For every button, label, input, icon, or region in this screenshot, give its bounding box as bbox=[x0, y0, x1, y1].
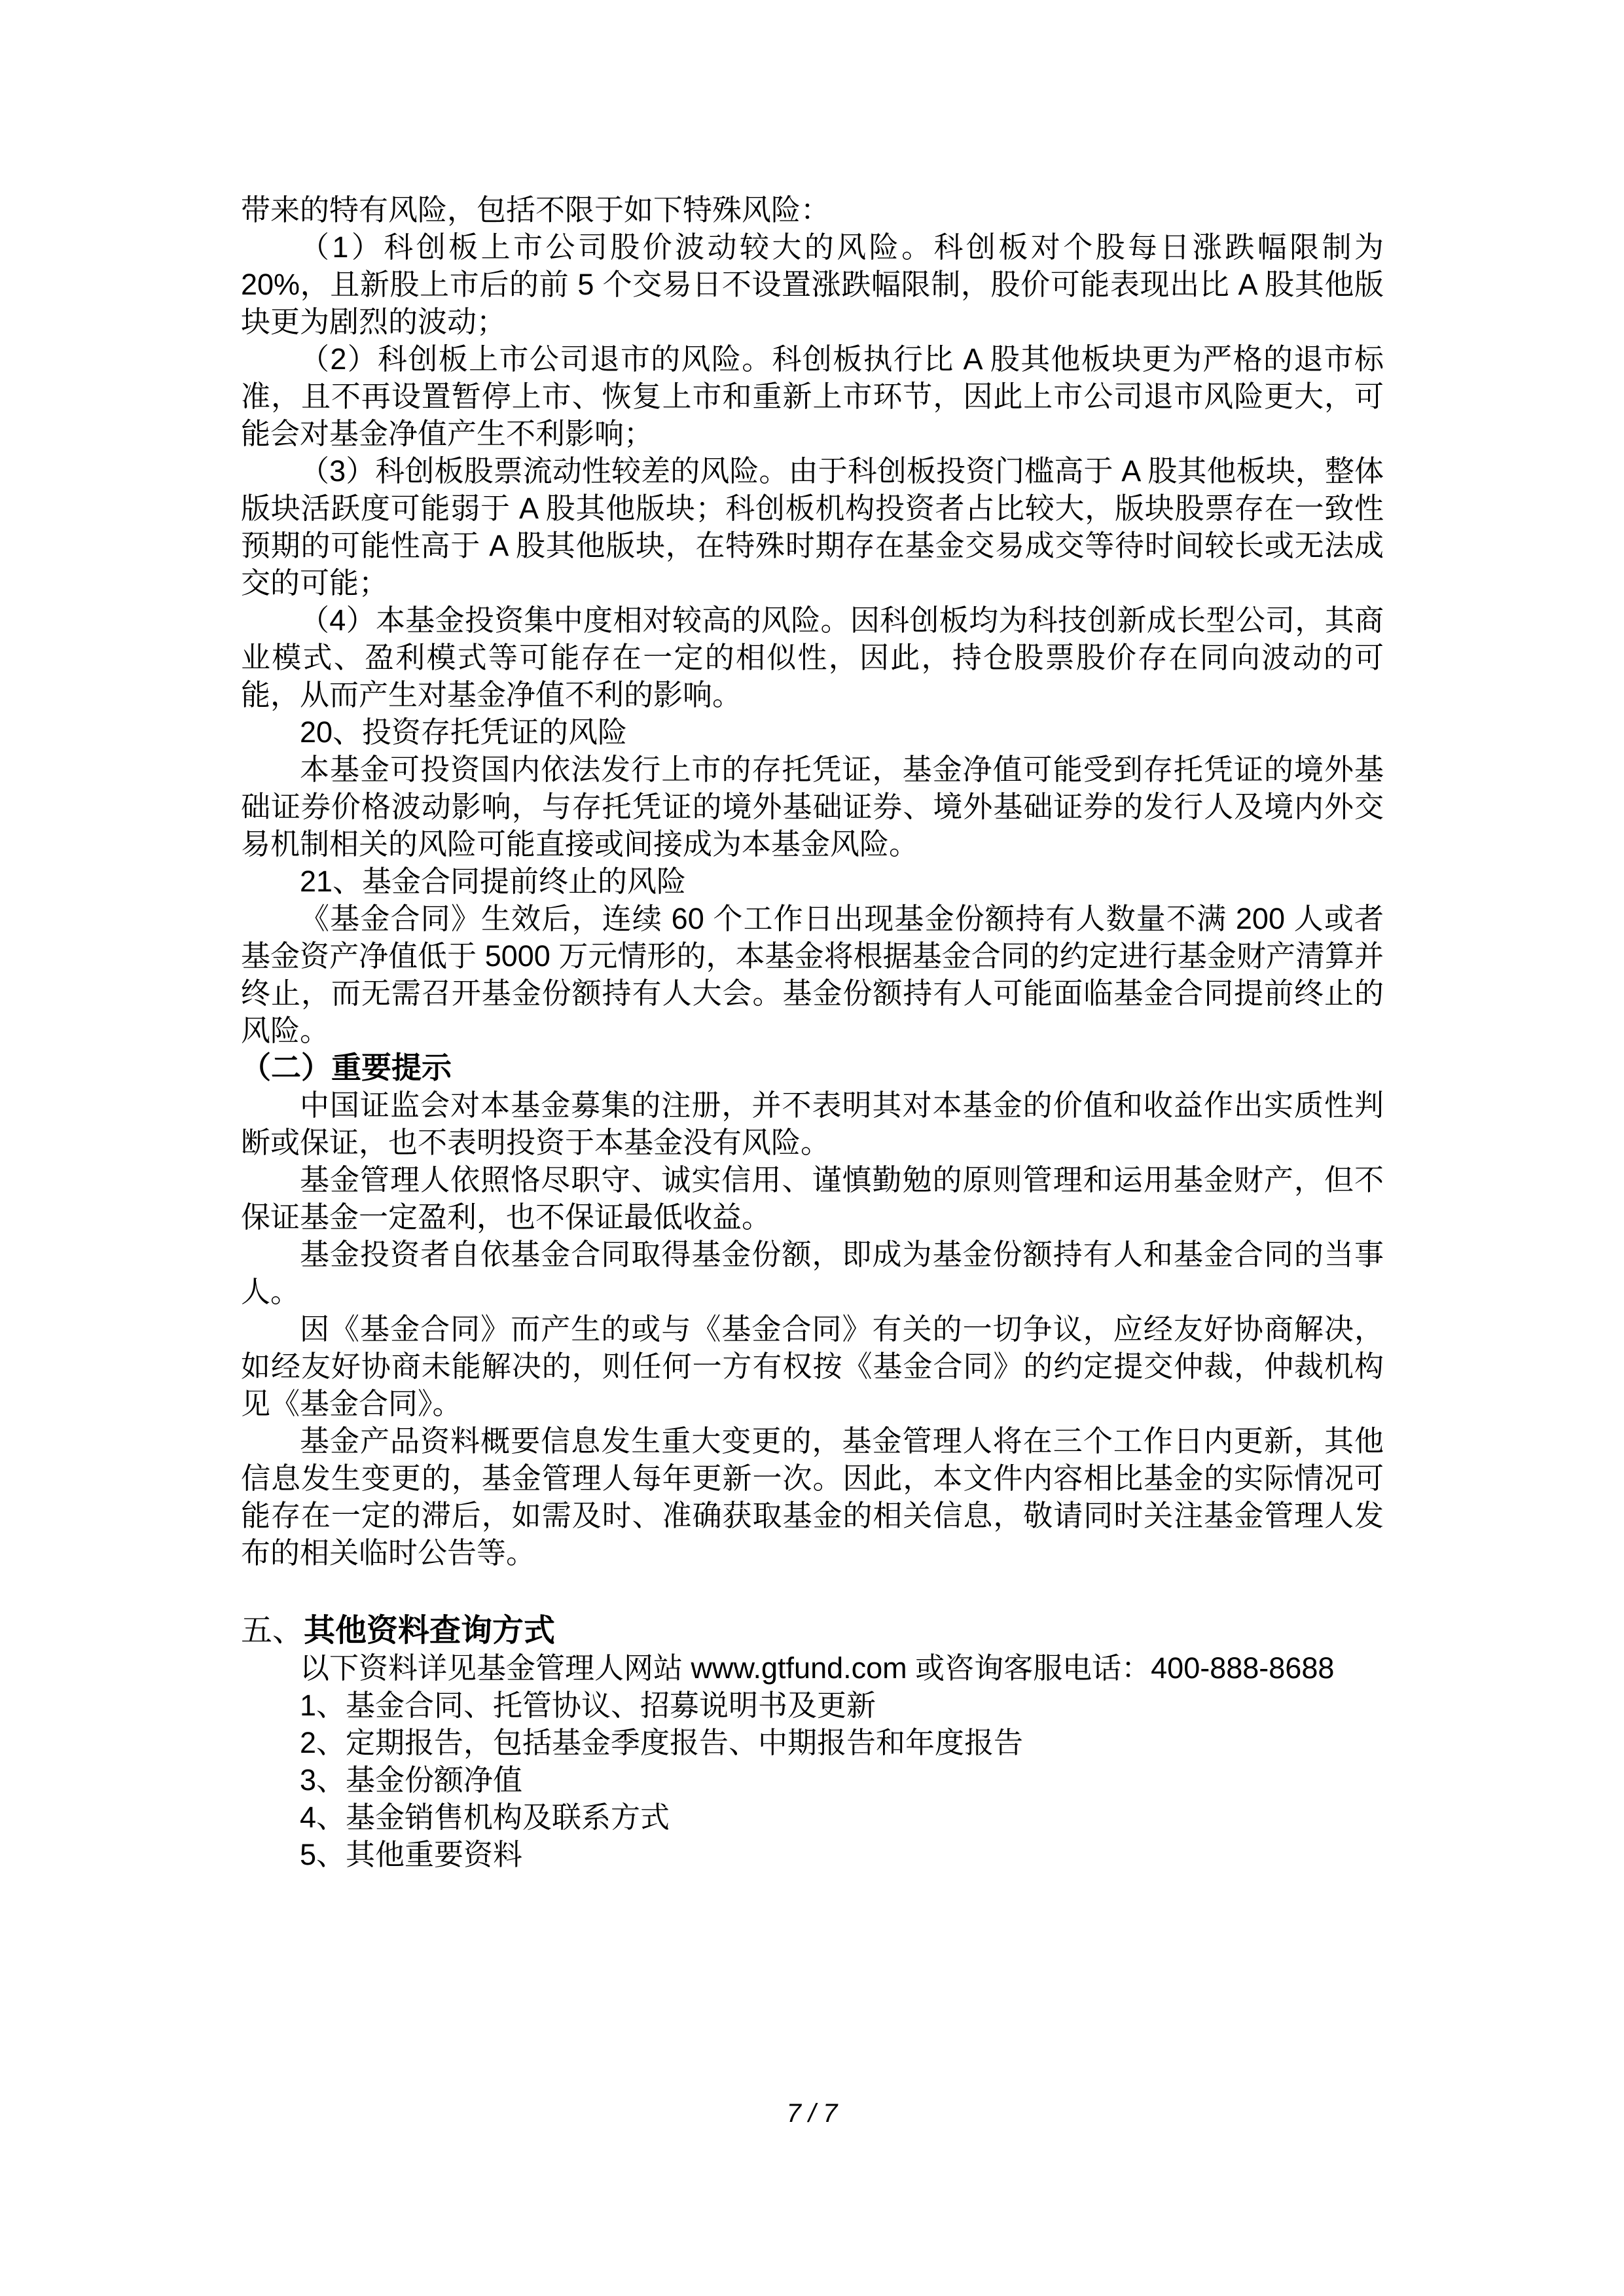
page-number: 7 / 7 bbox=[786, 2099, 838, 2128]
section-number: 五、 bbox=[241, 1613, 304, 1648]
risk-item-21-title: 21、基金合同提前终止的风险 bbox=[300, 865, 687, 898]
notice-paragraph-2: 基金管理人依照恪尽职守、诚实信用、谨慎勤勉的原则管理和运用基金财产，但不保证基金一定盈利，也不保证最低收益。 bbox=[241, 1163, 1384, 1234]
section-heading-other-info bbox=[241, 1612, 1384, 1649]
other-info-item-4: 4、基金销售机构及联系方式 bbox=[300, 1801, 670, 1834]
other-info-item-2: 2、定期报告，包括基金季度报告、中期报告和年度报告 bbox=[300, 1726, 1024, 1759]
risk-paragraph-4: （4）本基金投资集中度相对较高的风险。因科创板均为科技创新成长型公司，其商业模式、盈利模式等可能存在一定的相似性，因此，持仓股票股价存在同向波动的可能，从而产生对基金净值不利的影响。 bbox=[241, 603, 1384, 711]
risk-item-20-body: 本基金可投资国内依法发行上市的存托凭证，基金净值可能受到存托凭证的境外基础证券价格波动影响，与存托凭证的境外基础证券、境外基础证券的发行人及境内外交易机制相关的风险可能直接或间接成为本基金风险。 bbox=[241, 753, 1384, 861]
risk-paragraph-continuation: 带来的特有风险，包括不限于如下特殊风险： bbox=[241, 193, 831, 226]
notice-paragraph-5: 基金产品资料概要信息发生重大变更的，基金管理人将在三个工作日内更新，其他信息发生变更的，基金管理人每年更新一次。因此，本文件内容相比基金的实际情况可能存在一定的滞后，如需及时、准确获取基金的相关信息，敬请同时关注基金管理人发布的相关临时公告等。 bbox=[241, 1424, 1384, 1570]
risk-paragraph-2: （2）科创板上市公司退市的风险。科创板执行比 A 股其他板块更为严格的退市标准，且不再设置暂停上市、恢复上市和重新上市环节，因此上市公司退市风险更大，可能会对基金净值产生不利影响； bbox=[241, 342, 1384, 450]
page-body bbox=[241, 191, 1384, 1873]
notice-paragraph-4: 因《基金合同》而产生的或与《基金合同》有关的一切争议，应经友好协商解决，如经友好协商未能解决的，则任何一方有权按《基金合同》的约定提交仲裁，仲裁机构见《基金合同》。 bbox=[241, 1312, 1384, 1420]
risk-item-20-title: 20、投资存托凭证的风险 bbox=[300, 715, 628, 749]
risk-paragraph-1: （1）科创板上市公司股价波动较大的风险。科创板对个股每日涨跌幅限制为 20%，且新股上市后的前 5 个交易日不设置涨跌幅限制，股价可能表现出比 A 股其他版块更为剧烈的波动； bbox=[241, 230, 1384, 338]
section-heading-important-notice: （二）重要提示 bbox=[241, 1050, 452, 1085]
other-info-item-3: 3、基金份额净值 bbox=[300, 1763, 523, 1797]
other-info-item-1: 1、基金合同、托管协议、招募说明书及更新 bbox=[300, 1689, 876, 1722]
section-title: 其他资料查询方式 bbox=[304, 1613, 556, 1648]
notice-paragraph-1: 中国证监会对本基金募集的注册，并不表明其对本基金的价值和收益作出实质性判断或保证，也不表明投资于本基金没有风险。 bbox=[241, 1088, 1384, 1159]
other-info-item-5: 5、其他重要资料 bbox=[300, 1838, 523, 1871]
risk-paragraph-3: （3）科创板股票流动性较差的风险。由于科创板投资门槛高于 A 股其他板块，整体版块活跃度可能弱于 A 股其他版块；科创板机构投资者占比较大，版块股票存在一致性预期的可能性高于 A 股其他版块，在特殊时期存在基金交易成交等待时间较长或无法成交的可能； bbox=[241, 454, 1384, 600]
other-info-intro: 以下资料详见基金管理人网站 www.gtfund.com 或咨询客服电话：400-888-8688 bbox=[300, 1651, 1335, 1685]
risk-item-21-body: 《基金合同》生效后，连续 60 个工作日出现基金份额持有人数量不满 200 人或者基金资产净值低于 5000 万元情形的，本基金将根据基金合同的约定进行基金财产清算并终止，而无需召开基金份额持有人大会。基金份额持有人可能面临基金合同提前终止的风险。 bbox=[241, 902, 1384, 1047]
notice-paragraph-3: 基金投资者自依基金合同取得基金份额，即成为基金份额持有人和基金合同的当事人。 bbox=[241, 1238, 1384, 1308]
